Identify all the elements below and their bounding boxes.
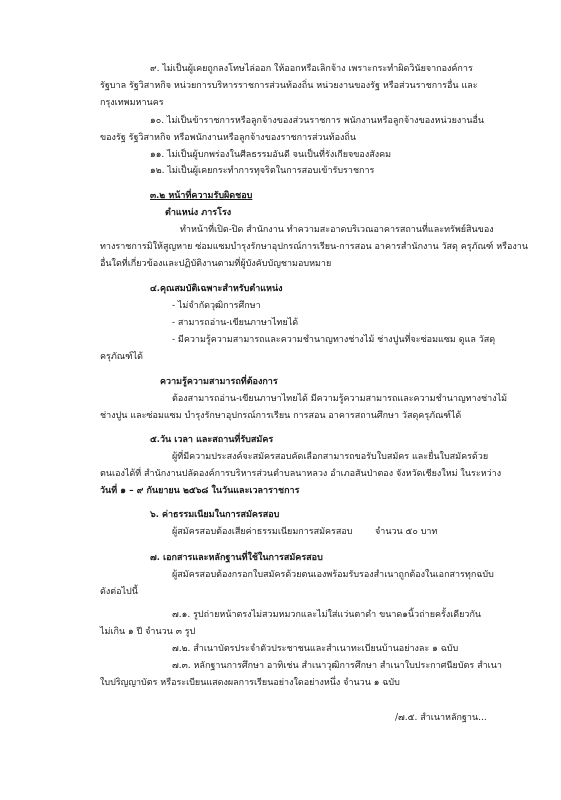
knowledge-heading: ความรู้ความสามารถที่ต้องการ [160, 377, 278, 387]
knowledge-line-2: ช่างปูน และซ่อมแซม บำรุงรักษาอุปกรณ์การเรียน การสอน อาคารสถานศึกษา วัสดุครุภัณฑ์ได้ [100, 411, 462, 421]
item-10-line-1: ๑๐. ไม่เป็นข้าราชการหรือลูกจ้างของส่วนราชการ พนักงานหรือลูกจ้างของหน่วยงานอื่น [150, 116, 485, 126]
specific-heading: ๔.คุณสมบัติเฉพาะสำหรับตำแหน่ง [150, 284, 283, 294]
duties-heading: ๓.๒ หน้าที่ความรับผิดชอบ [150, 191, 253, 201]
date-place-heading: ๕.วัน เวลา และสถานที่รับสมัคร [150, 435, 274, 445]
duties-line-2: ทางราชการมิให้สูญหาย ซ่อมแซมบำรุงรักษาอุปกรณ์การเรียน-การสอน อาคารสำนักงาน วัสดุ ครุภัณฑ์ หรืองาน [100, 242, 528, 252]
date-place-line-3: วันที่ ๑ – ๙ กันยายน ๒๕๖๘ ในวันและเวลาราชการ [100, 486, 300, 496]
fee-heading: ๖. ค่าธรรมเนียมในการสมัครสอบ [150, 510, 280, 520]
item-11: ๑๑. ไม่เป็นผู้บกพร่องในศีลธรรมอันดี จนเป็นที่รังเกียจของสังคม [150, 150, 392, 160]
item-9-line-2: รัฐบาล รัฐวิสาหกิจ หน่วยการบริหารราชการส่วนท้องถิ่น หน่วยงานของรัฐ หรือส่วนราชการอื่น และ [100, 81, 478, 91]
fee-line-right: จำนวน ๕๐ บาท [375, 527, 438, 537]
specific-item-3-line-2: ครุภัณฑ์ได้ [100, 352, 143, 362]
item-12: ๑๒. ไม่เป็นผู้เคยกระทำการทุจริตในการสอบเข้ารับราชการ [150, 166, 375, 176]
duties-line-1: ทำหน้าที่เปิด-ปิด สำนักงาน ทำความสะอาดบริเวณอาคารสถานที่และทรัพย์สินของ [180, 225, 494, 235]
documents-item-7-3-line-1: ๗.๓. หลักฐานการศึกษา อาทิเช่น สำเนาวุฒิการศึกษา สำเนาใบประกาศนียบัตร สำเนา [172, 661, 502, 671]
documents-intro-line-1: ผู้สมัครสอบต้องกรอกใบสมัครด้วยตนเองพร้อมรับรองสำเนาถูกต้องในเอกสารทุกฉบับ [172, 570, 494, 580]
documents-item-7-2: ๗.๒. สำเนาบัตรประจำตัวประชาชนและสำเนาทะเบียนบ้านอย่างละ ๑ ฉบับ [172, 644, 459, 654]
documents-heading: ๗. เอกสารและหลักฐานที่ใช้ในการสมัครสอบ [150, 553, 323, 563]
date-place-line-1: ผู้ที่มีความประสงค์จะสมัครสอบคัดเลือกสามารถขอรับใบสมัคร และยื่นใบสมัครด้วย [172, 452, 489, 462]
date-place-line-2: ตนเองได้ที่ สำนักงานปลัดองค์การบริหารส่วนตำบลนาหลวง อำเภอสันป่าตอง จังหวัดเชียงใหม่ ในระหว่าง [100, 469, 502, 479]
duties-line-3: อื่นใดที่เกี่ยวข้องและปฏิบัติงานตามที่ผู้บังคับบัญชามอบหมาย [100, 259, 332, 269]
fee-line-left: ผู้สมัครสอบต้องเสียค่าธรรมเนียมการสมัครสอบ [172, 527, 353, 537]
duties-position: ตำแหน่ง ภารโรง [165, 208, 232, 218]
documents-item-7-1-line-1: ๗.๑. รูปถ่ายหน้าตรงไม่สวมหมวกและไม่ใส่แว่นตาดำ ขนาด๑นิ้วถ่ายครั้งเดียวกัน [172, 610, 482, 620]
specific-item-1: - ไม่จำกัดวุฒิการศึกษา [172, 301, 261, 311]
item-9-line-1: ๙. ไม่เป็นผู้เคยถูกลงโทษไล่ออก ให้ออกหรือเลิกจ้าง เพราะกระทำผิดวินัยจากองค์การ [150, 64, 473, 74]
knowledge-line-1: ต้องสามารถอ่าน-เขียนภาษาไทยได้ มีความรู้ความสามารถและความชำนาญทางช่างไม้ [172, 394, 508, 404]
continuation-note: /๗.๕. สำเนาหลักฐาน... [395, 713, 487, 723]
documents-item-7-3-line-2: ใบปริญญาบัตร หรือระเบียนแสดงผลการเรียนอย่างใดอย่างหนึ่ง จำนวน ๑ ฉบับ [100, 678, 400, 688]
documents-item-7-1-line-2: ไม่เกิน ๑ ปี จำนวน ๓ รูป [100, 627, 196, 637]
item-9-line-3: กรุงเทพมหานคร [100, 98, 164, 108]
item-10-line-2: ของรัฐ รัฐวิสาหกิจ หรือพนักงานหรือลูกจ้างของราชการส่วนท้องถิ่น [100, 133, 357, 143]
specific-item-2: - สามารถอ่าน-เขียนภาษาไทยได้ [172, 318, 299, 328]
specific-item-3-line-1: - มีความรู้ความสามารถและความชำนาญทางช่างไม้ ช่างปูนที่จะซ่อมแซม ดูแล วัสดุ [172, 335, 496, 345]
documents-intro-line-2: ดังต่อไปนี้ [100, 587, 138, 597]
